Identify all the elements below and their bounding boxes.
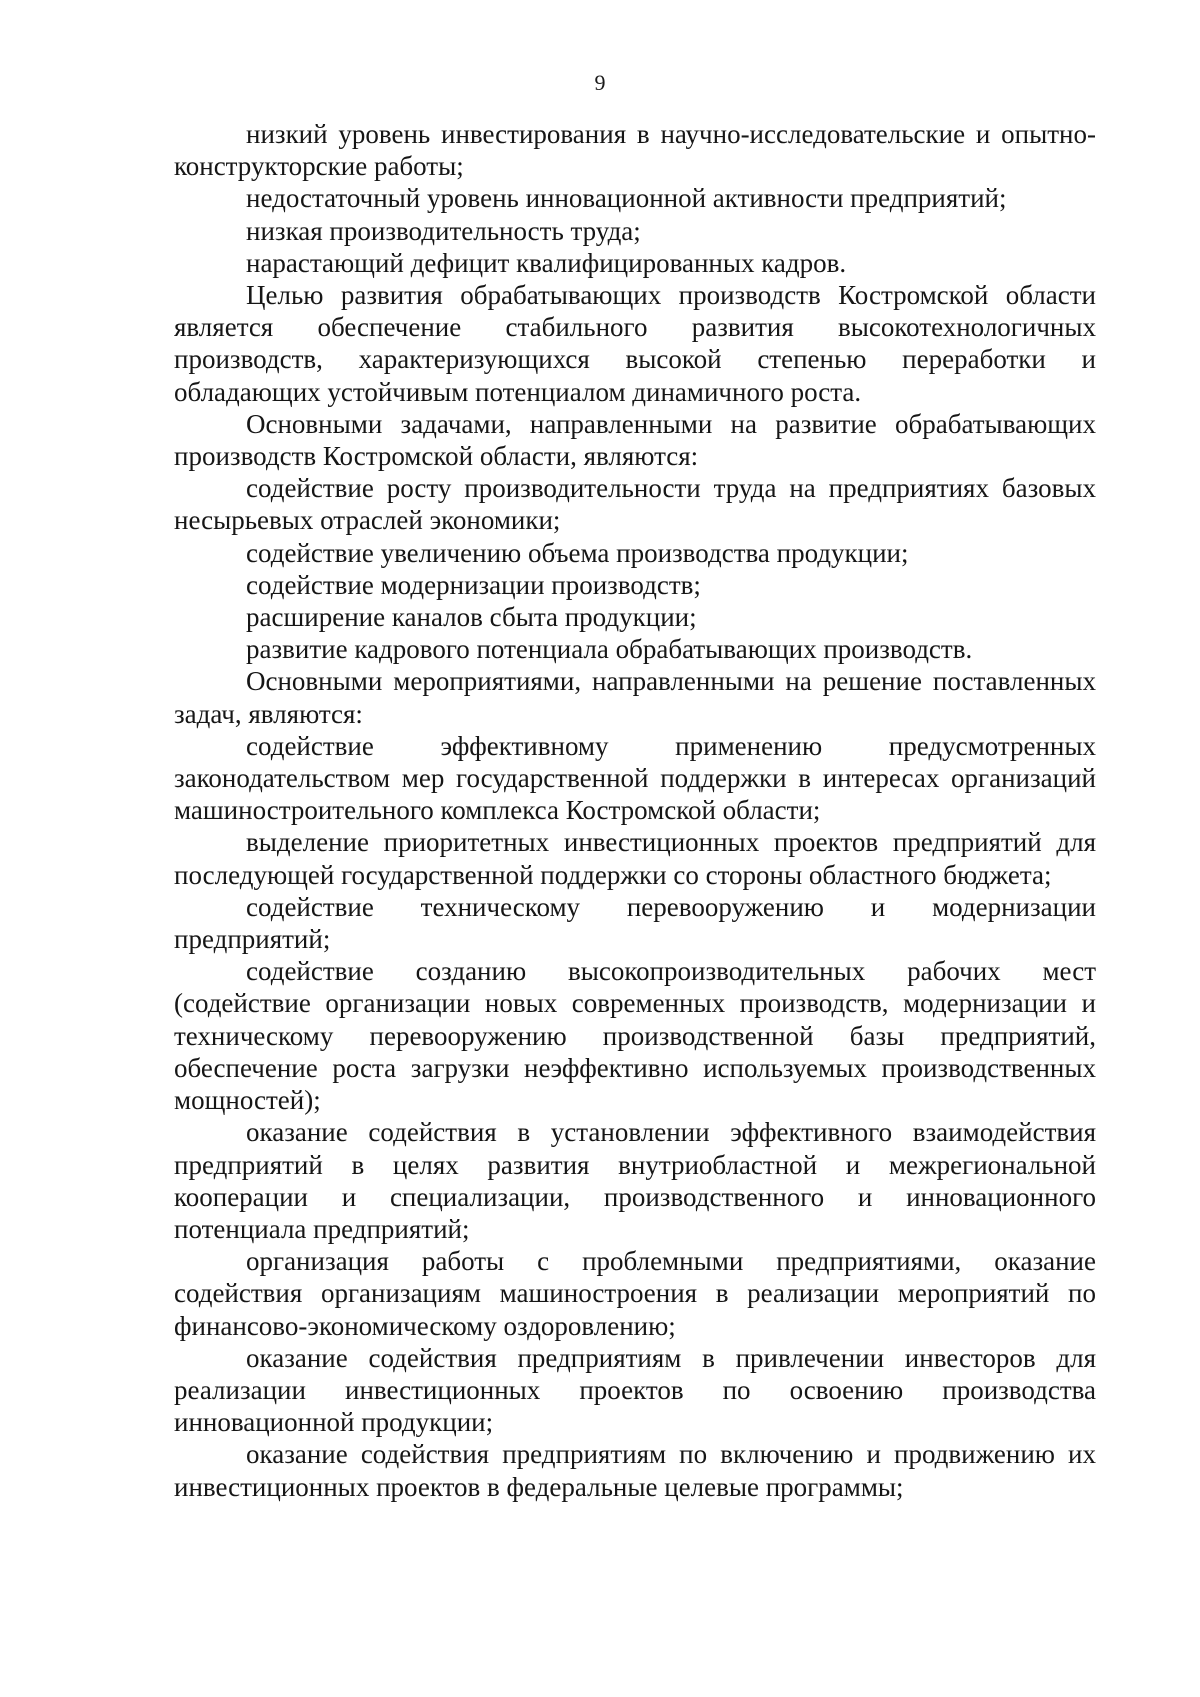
paragraph-low-productivity: низкая производительность труда; xyxy=(246,215,641,246)
paragraph-measure-problem-enterprises: организация работы с проблемными предприятиями, оказание содействия организациям машиностроения в реализации мероприятий по финансово-экономическому оздоровлению; xyxy=(174,1246,1096,1341)
paragraph-measure-cooperation: оказание содействия в установлении эффективного взаимодействия предприятий в целях развития внутриобластной и межрегиональной кооперации и специализации, производственного и инновационного потенциала предприятий; xyxy=(174,1117,1096,1244)
paragraph-measure-priority-projects: выделение приоритетных инвестиционных проектов предприятий для последующей государственной поддержки со стороны областного бюджета; xyxy=(174,827,1096,890)
paragraph-measure-state-support: содействие эффективному применению предусмотренных законодательством мер государственной поддержки в интересах организаций машиностроительного комплекса Костромской области; xyxy=(174,730,1096,826)
page-number: 9 xyxy=(594,70,606,95)
paragraph-low-innovation-activity: недостаточный уровень инновационной активности предприятий; xyxy=(246,183,1007,214)
paragraph-task-personnel: развитие кадрового потенциала обрабатывающих производств. xyxy=(246,634,973,665)
paragraph-development-goal: Целью развития обрабатывающих производств Костромской области является обеспечение стабильного развития высокотехнологичных производств, характеризующихся высокой степенью переработки и обладающих устойчивым потенциалом динамичного роста. xyxy=(174,280,1096,407)
paragraph-measure-technical-reequipment: содействие техническому перевооружению и модернизации предприятий; xyxy=(174,891,1096,955)
paragraph-task-productivity: содействие росту производительности труда на предприятиях базовых несырьевых отраслей экономики; xyxy=(174,473,1096,536)
paragraph-task-output-volume: содействие увеличению объема производства продукции; xyxy=(246,537,909,568)
paragraph-task-modernization: содействие модернизации производств; xyxy=(246,569,701,600)
paragraph-tasks-intro: Основными задачами, направленными на развитие обрабатывающих производств Костромской области, являются: xyxy=(174,408,1096,472)
document-body xyxy=(174,118,1096,1503)
paragraph-measure-high-performance-jobs: содействие созданию высокопроизводительных рабочих мест (содействие организации новых современных производств, модернизации и техническому перевооружению производственной базы предприятий, обеспечение роста загрузки неэффективно используемых производственных мощностей); xyxy=(174,956,1096,1116)
paragraph-measure-federal-programs: оказание содействия предприятиям по включению и продвижению их инвестиционных проектов в федеральные целевые программы; xyxy=(174,1439,1096,1502)
paragraph-measure-investors: оказание содействия предприятиям в привлечении инвесторов для реализации инвестиционных проектов по освоению производства инновационной продукции; xyxy=(174,1342,1096,1438)
paragraph-task-sales-channels: расширение каналов сбыта продукции; xyxy=(246,602,697,633)
paragraph-low-investment-rnd: низкий уровень инвестирования в научно-исследовательские и опытно-конструкторские работы; xyxy=(174,119,1096,182)
paragraph-staff-deficit: нарастающий дефицит квалифицированных кадров. xyxy=(246,247,847,278)
paragraph-measures-intro: Основными мероприятиями, направленными на решение поставленных задач, являются: xyxy=(174,666,1096,729)
